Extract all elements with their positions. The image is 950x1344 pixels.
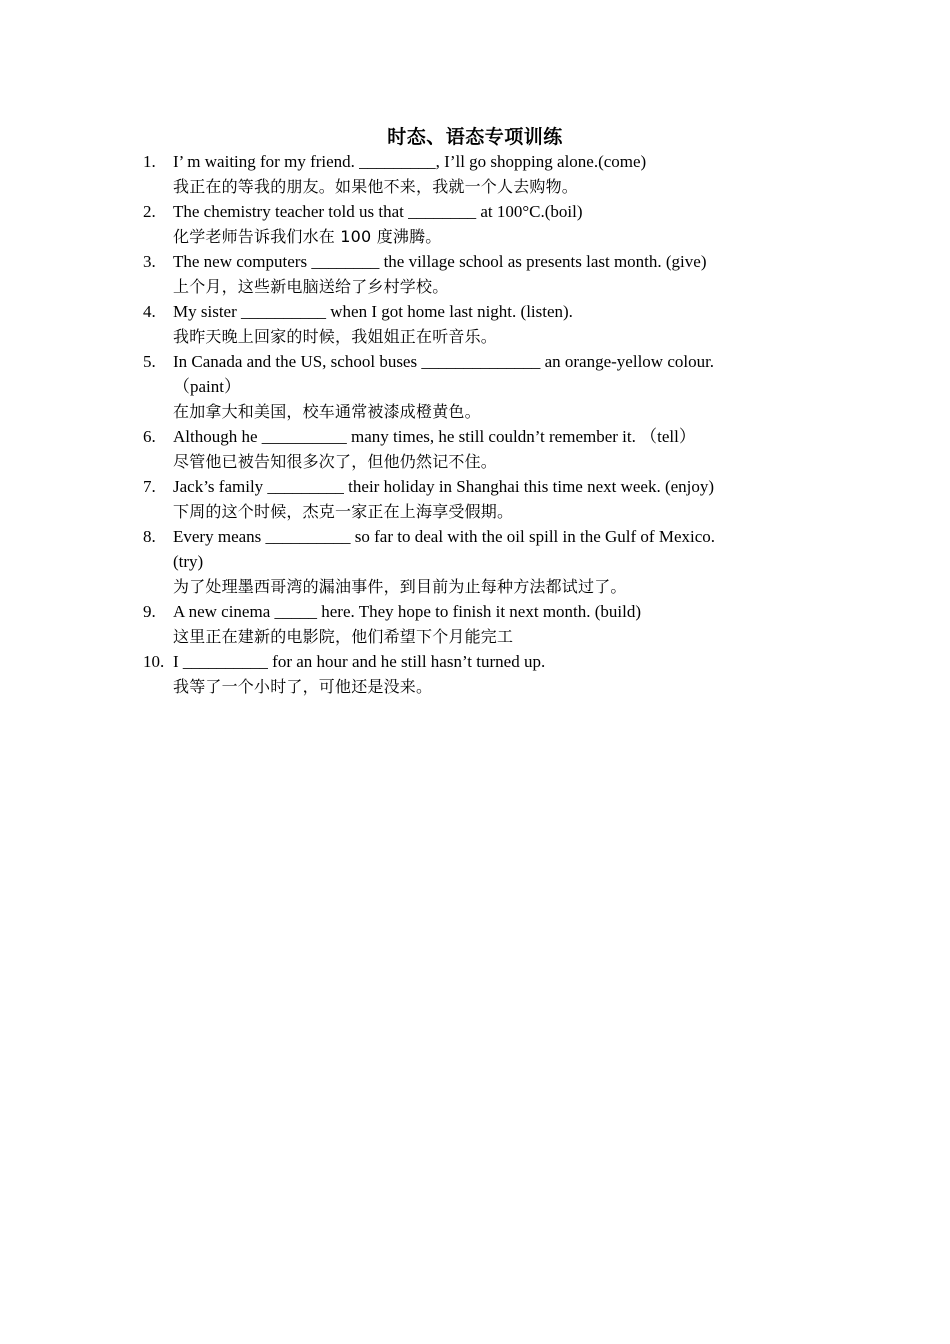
english-sentence: A new cinema _____ here. They hope to finish it next month. (build) [173, 602, 642, 621]
chinese-translation: 上个月，这些新电脑送给了乡村学校。 [173, 277, 449, 296]
item-body [173, 249, 806, 299]
item-number: 10. [143, 652, 165, 671]
chinese-translation: 我昨天晚上回家的时候，我姐姐正在听音乐。 [173, 327, 498, 346]
item-number: 5. [143, 352, 156, 371]
english-sentence: The new computers ________ the village school as presents last month. (give) [173, 252, 707, 271]
item-body [173, 474, 806, 524]
item-body [173, 599, 806, 649]
english-sentence: In Canada and the US, school buses ______________ an orange-yellow colour. [173, 352, 715, 371]
english-sentence: I __________ for an hour and he still hasn’t turned up. [173, 652, 546, 671]
exercise-item-7 [0, 474, 950, 524]
item-body [173, 299, 806, 349]
exercise-item-1 [0, 149, 950, 199]
exercise-item-9 [0, 599, 950, 649]
english-sentence: Every means __________ so far to deal with the oil spill in the Gulf of Mexico. [173, 527, 716, 546]
english-sentence-continuation: （paint） [173, 377, 241, 396]
exercise-list [0, 149, 950, 699]
chinese-translation: 我正在的等我的朋友。如果他不来，我就一个人去购物。 [173, 177, 579, 196]
exercise-item-5 [0, 349, 950, 424]
english-sentence-continuation: (try) [173, 552, 204, 571]
item-number: 4. [143, 302, 156, 321]
item-number: 3. [143, 252, 156, 271]
item-body [173, 199, 806, 249]
item-number: 2. [143, 202, 156, 221]
item-body [173, 424, 806, 474]
item-body [173, 649, 806, 699]
english-sentence: Although he __________ many times, he still couldn’t remember it. （tell） [173, 427, 696, 446]
item-body [173, 349, 806, 424]
item-body [173, 524, 806, 599]
exercise-item-6 [0, 424, 950, 474]
item-number: 9. [143, 602, 156, 621]
item-number: 6. [143, 427, 156, 446]
exercise-item-8 [0, 524, 950, 599]
page-title: 时态、语态专项训练 [387, 126, 563, 148]
english-sentence: My sister __________ when I got home last night. (listen). [173, 302, 573, 321]
english-sentence: Jack’s family _________ their holiday in Shanghai this time next week. (enjoy) [173, 477, 715, 496]
chinese-translation: 下周的这个时候，杰克一家正在上海享受假期。 [173, 502, 514, 521]
item-number: 1. [143, 152, 156, 171]
chinese-translation: 为了处理墨西哥湾的漏油事件，到目前为止每种方法都试过了。 [173, 577, 627, 596]
english-sentence: I’ m waiting for my friend. _________, I’ll go shopping alone.(come) [173, 152, 647, 171]
chinese-translation: 尽管他已被告知很多次了，但他仍然记不住。 [173, 452, 498, 471]
item-number: 8. [143, 527, 156, 546]
exercise-item-10 [0, 649, 950, 699]
exercise-item-3 [0, 249, 950, 299]
chinese-translation: 我等了一个小时了，可他还是没来。 [173, 677, 433, 696]
english-sentence: The chemistry teacher told us that ________ at 100°C.(boil) [173, 202, 583, 221]
exercise-item-4 [0, 299, 950, 349]
chinese-translation: 这里正在建新的电影院，他们希望下个月能完工 [173, 627, 514, 646]
item-body [173, 149, 806, 199]
exercise-item-2 [0, 199, 950, 249]
chinese-translation: 在加拿大和美国，校车通常被漆成橙黄色。 [173, 402, 481, 421]
chinese-translation: 化学老师告诉我们水在 100 度沸腾。 [173, 227, 442, 246]
item-number: 7. [143, 477, 156, 496]
